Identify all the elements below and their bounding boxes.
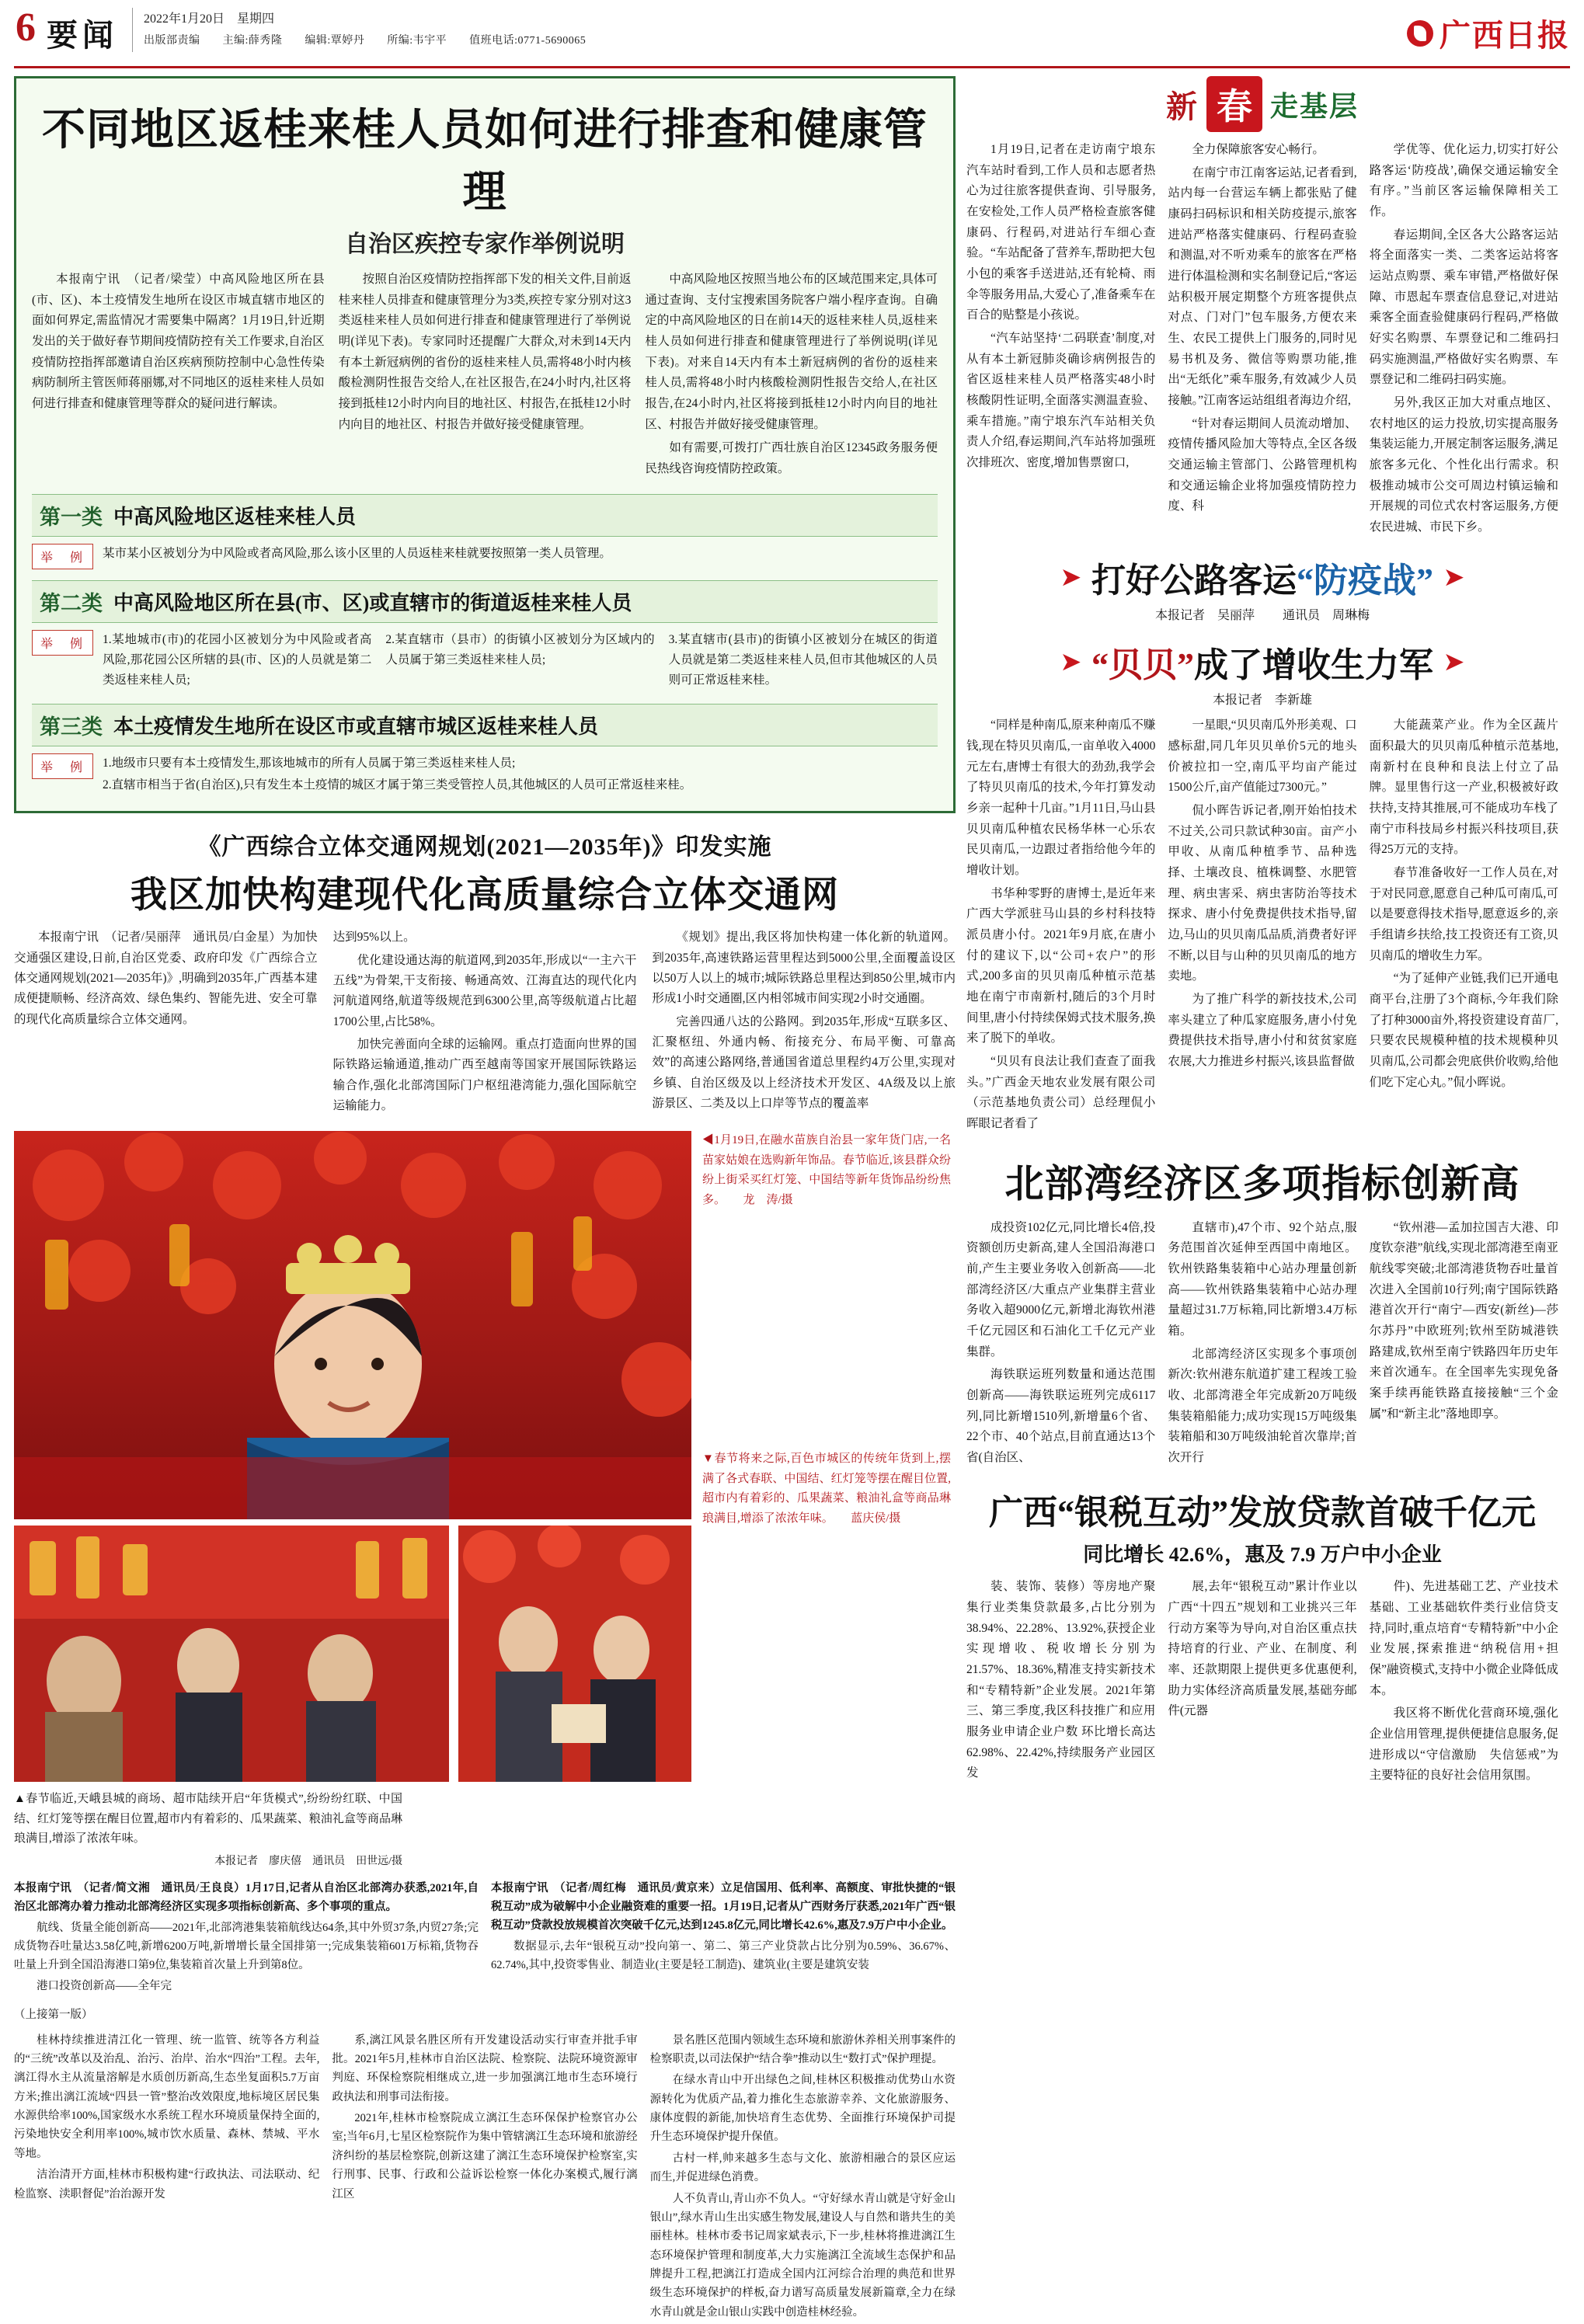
publish-date: 2022年1月20日 星期四 <box>144 12 275 26</box>
left-column <box>14 76 956 2324</box>
paragraph: 装、装饰、装修）等房地产聚集行业类集贷款最多,占比分别为38.94%、22.28%、13.92%,获授企业实现增收、税收增长分别为21.57%、18.36%,精准支持实新技术和“专精特新”企业发展。2021年第三、第三季度,我区科技推广和应用服务业申请企业户数 环比增长高达 62.98%、22.42%,持续服务产业园区发 <box>966 1580 1156 1780</box>
transport-col-1 <box>14 927 318 1119</box>
bottom-left-stories <box>14 1879 956 1998</box>
transport-col-3 <box>652 927 956 1119</box>
headline-part-1: “贝贝” <box>1091 646 1194 685</box>
category-header-3 <box>32 704 938 746</box>
headline-beibu-bay-indicators: 北部湾经济区多项指标创新高 <box>1004 1161 1520 1205</box>
paragraph: 数据显示,去年“银税互动”投向第一、第二、第三产业贷款占比分别为0.59%、36.67%、62.74%,其中,投资零售业、制造业(主要是轻工制造)、建筑业(主要是建筑安装 <box>491 1940 956 1971</box>
paragraph: 加快完善面向全球的运输网。重点打造面向世界的国际铁路运输通道,推动广西至越南等国家开展国际铁路运输合作,强化北部湾国际门户枢纽港湾能力,强化国际航空运输能力。 <box>332 1038 637 1113</box>
banner-word-left: 新 <box>1165 89 1199 124</box>
paragraph: 在绿水青山中开出绿色之间,桂林区积极推动优势山水资源转化为优质产品,着力推化生态旅游幸养、文化旅游服务、康体度假的新能,加快培育生态优势、全面推行环境保护司提升生态环境保护提升保值。 <box>649 2074 956 2144</box>
category-title: 本土疫情发生地所在设区市或直辖市城区返桂来桂人员 <box>113 715 599 738</box>
paper-name: 广西日报 <box>1440 18 1570 53</box>
photo-shoppers <box>14 1526 449 1782</box>
example-body <box>103 753 691 798</box>
headline-beibei-pumpkin <box>966 637 1558 687</box>
headline-part-2: “防疫战” <box>1297 562 1433 600</box>
editorial-credits: 出版部责编 主编:薛秀隆 编辑:覃婷丹 所编:韦宇平 值班电话:0771-5690065 <box>144 35 587 47</box>
paragraph: 1.地级市只要有本土疫情发生,那该地城市的所有人员属于第三类返桂来桂人员; <box>103 756 516 770</box>
paragraph: 为了推广科学的新技技术,公司率头建立了种瓜家庭服务,唐小付免费提供技术指导,唐小付和贫贫家庭农展,大力推进乡村振兴,该县监督做 <box>1168 993 1357 1068</box>
main-headline: 不同地区返桂来桂人员如何进行排查和健康管理 <box>42 106 928 217</box>
arrow-right-icon: ➤ <box>1444 649 1464 675</box>
right-column <box>966 76 1558 2324</box>
tax-col-3 <box>1370 1577 1558 1789</box>
paragraph: 某市某小区被划分为中风险或者高风险,那么该小区里的人员返桂来桂就要按照第一类人员管理。 <box>103 546 611 560</box>
main-story-box <box>14 76 956 813</box>
photo-group <box>14 1131 691 1782</box>
photo-market-woman <box>14 1131 691 1519</box>
headline-part-1: 打好公路客运 <box>1091 562 1297 600</box>
arrow-left-icon: ➤ <box>1060 564 1081 590</box>
beibu-bay-brief <box>14 1879 479 1998</box>
paragraph: 系,漓江风景名胜区所有开发建设活动实行审查并批手审批。2021年5月,桂林市自治区法院、检察院、法院环境资源审判庭、环保检察院相继成立,进一步加强漓江地市生态环境行政执法和刑事司法衔接。 <box>332 2034 638 2103</box>
transport-col-2 <box>333 927 637 1119</box>
beibu-bay-body <box>966 1218 1558 1471</box>
paragraph: 人不负青山,青山亦不负人。“守好绿水青山就是守好金山银山”,绿水青山生出实感生物发展,建设人与自然和谐共生的美丽桂林。桂林市委书记周家斌表示,下一步,桂林将推进漓江生态环境保护管理和制度革,大力实施漓江全流域生态保护和品牌提升工程,把漓江打造成全国内江河综合治理的典范和世界级生态环境保护的样板,奋力谱写高质量发展新篇章,全力在绿水青山就是金山银山实践中创造桂林经验。 <box>649 2192 956 2319</box>
beibei-col-1 <box>966 715 1155 1136</box>
headline-tax-loan: 广西“银税互动”发放贷款首破千亿元 <box>989 1494 1536 1533</box>
paragraph: 展,去年“银税互动”累计作业以广西“十四五”规划和工业挑兴三年行动方案等为导向,对自治区重点扶持培育的行业、产业、在制度、利率、还款期限上提供更多优惠便利,助力实体经济高质量发展,基础夯邮件(元器 <box>1168 1580 1357 1718</box>
jump-body <box>14 2031 956 2324</box>
category-number: 第一类 <box>40 505 103 529</box>
category-number: 第三类 <box>40 715 103 739</box>
paragraph: 成投资102亿元,同比增长4倍,投资额创历史新高,建人全国沿海港口前,产生主要业务收入创新高——北部湾经济区/大重点产业集群主营业务收入超9000亿元,新增北海钦州港千亿元园区和石油化工千亿元产业集群。 <box>966 1220 1156 1359</box>
banner-word-right: 走基层 <box>1269 90 1359 122</box>
caption-right-top: ◀1月19日,在融水苗族自治县一家年货门店,一名苗家姑娘在选购新年饰品。春节临近,该县群众纷纷上街采买红灯笼、中国结等新年货饰品纷纷焦多。 龙 涛/摄 <box>702 1134 951 1206</box>
photo-couple-shopping <box>458 1526 691 1782</box>
paragraph: 2021年,桂林市检察院成立漓江生态环保保护检察官办公室;当年6月,七星区检察院作为集中管辖漓江生态环境和旅游经济纠纷的基层检察院,创新这建了漓江生态环境保护检察室,实行刑事、民事、行政和公益诉讼检察一体化办案模式,履行漓江区 <box>332 2112 638 2200</box>
paragraph: 我区将不断优化营商环境,强化企业信用管理,提供便捷信息服务,促进形成以“守信激励 失信惩戒”为主要特征的良好社会信用氛围。 <box>1369 1706 1558 1783</box>
transport-story <box>14 827 956 1119</box>
main-lead-col-2 <box>339 270 632 483</box>
byline: 本报南宁讯 （记者/简文湘 通讯员/王良良）1月17日,记者从自治区北部湾办获悉,2021年,自治区北部湾办着力推动北部湾经济区实现多项指标创新高、多个事项的重点。 <box>14 1881 479 1913</box>
paragraph: 港口投资创新高——全年完 <box>37 1979 172 1992</box>
paragraph: “同样是种南瓜,原来种南瓜不赚钱,现在特贝贝南瓜,一亩单收入4000元左右,唐博士有很大的劲劲,我学会了特贝贝南瓜的技术,今年打算发动乡亲一起种十几亩。”1月11日,马山县贝贝南瓜种植农民杨华林一心乐农民贝南瓜,一边跟过者指给他今年的增收计划。 <box>966 718 1156 878</box>
paragraph: 桂林持续推进清江化一管理、统一监管、统等各方利益的“三统”改革以及治乱、治污、治岸、治水“四治”工程。去年,漓江得水主从流量溶解是水质创历新高,生态坐复面积5.7万亩方米;推出漓江流域“四县一管”整治改效限度,地标境区居民集水源供给率100%,国家级水水系统工程水环境质量保持全面的,污染地快安全利用率100%,城市饮水质量、森林、禁城、平水等地。 <box>14 2034 320 2160</box>
transport-subhead: 《广西综合立体交通网规划(2021—2035年)》印发实施 <box>197 834 772 861</box>
main-lead-col-1 <box>32 270 325 483</box>
paragraph: 在南宁市江南客运站,记者看到,站内每一台营运车辆上都张贴了健康码扫码标识和相关防疫提示,旅客进站严格落实健康码、行程码查验和测温,对不听劝乘车的旅客在严格进行体温检测和实名制登记后,“客运站积极开展定期整个方班客提供点对点、门对门”包车服务,方便农来生、农民工提供上门服务的,同时见易书机及务、微信等购票功能,推出“无纸化”乘车服务,有效减少人员接触。”江南客运站组组者海边介绍, <box>1168 165 1357 407</box>
jump-col-2 <box>332 2031 637 2324</box>
paragraph: 1月19日,记者在走访南宁埌东汽车站时看到,工作人员和志愿者热心为过往旅客提供查询、引导服务,在安检处,工作人员严格检查旅客健康码、行程码,对进站行车细心查验。“车站配备了营养车,帮助把大包小包的乘客手送进站,还有轮椅、雨伞等服务用品,大爱心了,准备乘车在百合的贴整是小孩说。 <box>966 143 1156 322</box>
arrow-left-icon: ➤ <box>1060 649 1081 675</box>
photo-illustration <box>458 1526 691 1782</box>
beibu-col-1 <box>966 1218 1155 1471</box>
masthead <box>14 5 1570 68</box>
paragraph: 本报南宁讯 （记者/梁莹）中高风险地区所在县(市、区)、本土疫情发生地所在设区市城直辖市地区的面如何界定,需监情况才需要集中隔离？1月19日,针近期发出的关于做好春节期间疫情防控有关工作要求,自治区疫情防控指挥部邀请自治区疾病预防控制中心急性传染病防制所主管医师蒋丽娜,对不同地区的返桂来桂人员如何进行排查和健康管理等群众的疑问进行解读。 <box>32 273 325 410</box>
paragraph: 另外,我区正加大对重点地区、农村地区的运力投放,切实提高服务集装运能力,开展定制客运服务,满足旅客多元化、个性化出行需求。积极推动城市公交可周边村镇运输和开展规的司位式农村客运服务,方便农民进城、市民下乡。 <box>1369 395 1558 534</box>
paragraph: 优化建设通达海的航道网,到2035年,形成以“一主六干五线”为骨架,干支衔接、畅通高效、江海直达的现代化内河航道网络,航道等级规范到6300公里,高等级航道占比超1700公里,占比58%。 <box>332 953 637 1028</box>
example-row-2 <box>32 630 938 693</box>
new-spring-banner <box>966 76 1558 132</box>
example-row-1 <box>32 544 938 569</box>
banner-word-center: 春 <box>1206 76 1262 132</box>
paragraph: 洁治清开方面,桂林市积极构建“行政执法、司法联动、纪检监察、渎职督促”治治源开发 <box>14 2169 320 2200</box>
category-header-2 <box>32 580 938 623</box>
beibei-story-body <box>966 715 1558 1136</box>
paragraph: 1.某地城市(市)的花园小区被划分为中风险或者高风险,那花园公区所辖的县(市、区)的人员就是第二类返桂来桂人员; <box>103 632 372 687</box>
beibei-col-2 <box>1168 715 1356 1136</box>
paragraph: 如有需要,可拨打广西壮族自治区12345政务服务便民热线咨询疫情防控政策。 <box>645 441 938 475</box>
caption-right-bottom: ▼春节将来之际,百色市城区的传统年货到上,摆满了各式春联、中国结、红灯笼等摆在醒目位置,超市内有着彩的、瓜果蔬菜、粮油礼盒等商品琳琅满目,增添了浓浓年味。 蓝庆侯/摄 <box>702 1452 951 1525</box>
paragraph: 2.某直辖市（县市）的街镇小区被划分为区域内的人员属于第三类返桂来桂人员; <box>385 632 655 666</box>
paragraph: “钦州港—孟加拉国吉大港、印度钦奈港”航线,实现北部湾港至南亚航线零突破;北部湾港货物吞吐量首次进入全国前10行列;南宁国际铁路港首次开行“南宁—西安(新丝)—莎尔苏丹”中欧班列;钦州至防城港铁路建成,钦州至南宁铁路四年历史年来首次通车。在全国率先实现免备案手续再能铁路直接接触“三个金属”和“新主北”落地即享。 <box>1369 1220 1558 1421</box>
paragraph: 航线、货量全能创新高——2021年,北部湾港集装箱航线达64条,其中外贸37条,内贸27条;完成货物吞吐量达3.58亿吨,新增6200万吨,新增增长量全国排第一;完成集装箱601万标箱,货物吞吐量上升到全国沿海港口第9位,集装箱首次量上升到第8位。 <box>14 1921 479 1971</box>
paragraph: 3.某直辖市(县市)的街镇小区被划分在城区的街道人员就是第二类返桂来桂人员,但市其他城区的人员则可正常返桂来桂。 <box>668 632 938 687</box>
beibu-col-2 <box>1168 1218 1356 1471</box>
paper-logo <box>1407 8 1570 55</box>
paragraph: 达到95%以上。 <box>332 931 416 945</box>
tax-col-1 <box>966 1577 1155 1789</box>
caption-left-bottom-credit: 本报记者 廖庆僖 通讯员 田世远/摄 <box>214 1855 402 1867</box>
paragraph: 件)、先进基础工艺、产业技术基础、工业基础软件类行业信贷支持,同时,重点培育“专精特新”中小企业发展,探索推进“纳税信用+担保”融资模式,支持中小微企业降低成本。 <box>1369 1580 1558 1697</box>
masthead-details <box>132 8 586 52</box>
category-title: 中高风险地区所在县(市、区)或直辖市的街道返桂来桂人员 <box>113 591 632 614</box>
photo-block <box>14 1131 956 1782</box>
subhead-tax-loan: 同比增长 42.6%，惠及 7.9 万户中小企业 <box>1083 1543 1442 1567</box>
paragraph: “汽车站坚持‘二码联查’制度,对从有本土新冠肺炎确诊病例报告的省区返桂来桂人员严格落实48小时核酸阴性证明,全面落实测温查验、乘车措施。”南宁埌东汽车站相关负责人介绍,春运期间,汽车站将加强班次排班次、密度,增加售票窗口, <box>966 331 1156 469</box>
example-body <box>103 630 938 693</box>
example-tag: 举 例 <box>32 753 93 779</box>
tax-loan-brief <box>491 1879 956 1998</box>
paragraph: 本报南宁讯 （记者/吴丽萍 通讯员/白金星）为加快交通强区建设,日前,自治区党委、政府印发《广西综合立体交通网规划(2021—2035年)》,明确到2035年,广西基本建成便捷顺畅、经济高效、绿色集约、智能先进、安全可靠的现代化高质量综合立体交通网。 <box>14 931 318 1026</box>
paragraph: 书华种零野的唐博士,是近年来广西大学派驻马山县的乡村科技特派员唐小付。2021年9月底,在唐小付的建议下,以“公司+农户”的形式,200多亩的贝贝南瓜种植示范基地在南宁市南新村,随后的3个月时间里,唐小付持续保姆式技术服务,换来了脱下的单收。 <box>966 886 1156 1045</box>
paragraph: 学优等、优化运力,切实打好公路客运‘防疫战’,确保交通运输安全有序。”当前区客运输保障相关工作。 <box>1369 143 1558 218</box>
jump-label: （上接第一版） <box>14 2009 93 2022</box>
byline-correspondent: 通讯员 周琳梅 <box>1283 609 1370 623</box>
byline-beibei: 本报记者 李新雄 <box>1212 694 1312 708</box>
main-subhead: 自治区疾控专家作举例说明 <box>345 231 625 257</box>
paragraph: 2.直辖市相当于省(自治区),只有发生本土疫情的城区才属于第三类受管控人员,其他城区的人员可正常返桂来桂。 <box>103 778 692 791</box>
byline-reporter: 本报记者 吴丽萍 <box>1154 609 1255 623</box>
main-lead-col-3 <box>645 270 938 483</box>
bus-station-story <box>966 140 1558 540</box>
jump-col-1 <box>14 2031 319 2324</box>
arrow-right-icon: ➤ <box>1444 564 1464 590</box>
beibu-col-3 <box>1370 1218 1558 1471</box>
paragraph: 直辖市),47个市、92个站点,服务范围首次延伸至西国中南地区。钦州铁路集装箱中心站办理量创新高——钦州铁路集装箱中心站办理量超过31.7万标箱,同比新增3.4万标箱。 <box>1168 1220 1357 1338</box>
paragraph: 中高风险地区按照当地公布的区域范围来定,具体可通过查询、支付宝搜索国务院客户端小程序查询。自确定的中高风险地区的日在前14天的返桂来桂人员,返桂来桂人员如何进行排查和健康管理进行了举例说明(详见下表)。对来自14天内有本土新冠病例的省份的返桂来桂人员,需将48小时内核酸检测阴性报告交给人,在社区报告,在24小时内,社区将接到抵桂12小时内向目的地社区、村报告并做好接受健康管理。 <box>645 273 938 431</box>
paragraph: “针对春运期间人员流动增加、疫情传播风险加大等特点,全区各级交通运输主管部门、公路管理机构和交通运输企业将加强疫情防控力度、科 <box>1168 416 1357 513</box>
paragraph: 大能蔬菜产业。作为全区蔬片面积最大的贝贝南瓜种植示范基地,南新村在良种和良法上付立了品牌。显里售行这一产业,积极被好政扶持,支持其推展,可不能成功车栈了南宁市科技局乡村振兴科技项目,获得25万元的支持。 <box>1369 718 1558 857</box>
tax-loan-body <box>966 1577 1558 1789</box>
caption-column <box>702 1131 951 1782</box>
paragraph: 全力保障旅客安心畅行。 <box>1192 143 1325 156</box>
paragraph: 一星眼,“贝贝南瓜外形美观、口感标甜,同几年贝贝单价5元的地头价被拉扣一空,南瓜平均亩产能过1500公斤,亩产值能过7300元。” <box>1168 718 1357 795</box>
byline: 本报南宁讯 （记者/周红梅 通讯员/黄京来）立足信国用、低利率、高额度、审批快捷的“银税互动”成为破解中小企业融资难的重要一招。1月19日,记者从广西财务厅获悉,2021年广西“银税互动”贷款投放规模首次突破千亿元,达到1245.8亿元,同比增长42.6%,惠及7.9万户中小企业。 <box>491 1881 956 1932</box>
bus-col-3 <box>1370 140 1558 540</box>
category-number: 第二类 <box>40 591 103 615</box>
byline-highway <box>966 605 1558 623</box>
paragraph: “贝贝有良法让我们查查了面我头。”广西金天地农业发展有限公司（示范基地负责公司）总经理侃小晖眼记者看了 <box>966 1054 1156 1130</box>
flame-icon <box>1407 20 1433 47</box>
page-number: 6 <box>16 5 36 50</box>
example-tag: 举 例 <box>32 544 93 569</box>
headline-part-2: 成了增收生力军 <box>1194 646 1433 685</box>
paragraph: 古村一样,帅来越多生态与文化、旅游相融合的景区应运而生,并促进绿色消费。 <box>649 2152 956 2184</box>
example-tag: 举 例 <box>32 630 93 656</box>
bus-col-1 <box>966 140 1155 540</box>
section-name: 要闻 <box>47 18 118 53</box>
paragraph: 按照自治区疫情防控指挥部下发的相关文件,目前返桂来桂人员排查和健康管理分为3类,疾控专家分别对这3类返桂来桂人员如何进行排查和健康管理进行了举例说明(详见下表)。专家同时还提醒广大群众,对未到14天内有本土新冠病例的省份的返桂来桂人员,需将48小时内核酸检测阴性报告交给人,在社区报告,在24小时内,社区将接到抵桂12小时内向目的地社区、村报告,在抵桂12小时内向目的地社区、村报告并做好接受健康管理。 <box>338 273 632 431</box>
tax-col-2 <box>1168 1577 1356 1789</box>
jump-col-3 <box>650 2031 956 2324</box>
paragraph: 北部湾经济区实现多个事项创新次:钦州港东航道扩建工程竣工验收、北部湾港全年完成新20万吨级集装箱船能力;成功实现15万吨级集装箱船和30万吨级油轮首次靠岸;首次开行 <box>1168 1347 1357 1464</box>
category-header-1 <box>32 494 938 537</box>
photo-illustration <box>14 1131 691 1519</box>
bus-col-2 <box>1168 140 1356 540</box>
jump-note-header <box>14 2006 956 2025</box>
paragraph: 海铁联运班列数量和通达范围创新高——海铁联运班列完成6117列,同比新增1510列,新增量6个省、22个市、40个站点,目前直通达13个省(自治区、 <box>966 1368 1156 1464</box>
example-body <box>103 544 611 565</box>
paragraph: “为了延伸产业链,我们已开通电商平台,注册了3个商标,今年我们除了打种3000亩外,将投资建设育苗厂,只要农民规模种植的技术规模种贝贝南瓜,公司都会兜底供价收购,给他们吃下定心丸。”侃小晖说。 <box>1369 972 1558 1089</box>
headline-highway-epidemic <box>966 552 1558 602</box>
paragraph: 春运期间,全区各大公路客运站将全面落实一类、二类客运站将客运站点购票、乘车审错,严格做好保障、市恩起车票查信息登记,对进站乘客全面查验健康码行程码,严格做好实名购票、车票登记和二维码扫码实施测温,严格做好实名购票、车票登记和二维码扫码实施。 <box>1369 228 1558 387</box>
category-title: 中高风险地区返桂来桂人员 <box>113 505 357 528</box>
paragraph: 《规划》提出,我区将加快构建一体化新的轨道网。到2035年,高速铁路运营里程达到5000公里,全面覆盖设区以50万人以上的城市;城际铁路总里程达到850公里,城市内形成1小时交通圈,区内相邻城市间实现2小时交通圈。 <box>652 931 956 1006</box>
paragraph: 春节准备收好一工作人员在,对于对民同意,愿意自己种瓜可南瓜,可以是要意得技术指导,愿意返乡的,亲手组请乡扶给,技工投资还有工资,贝贝南瓜的增收生力军。 <box>1369 866 1558 962</box>
paragraph: 景名胜区范围内领域生态环境和旅游休养相关刑事案件的检察职责,以司法保护“结合拳”推动以生“数打式”保护理提。 <box>649 2034 956 2066</box>
transport-headline: 我区加快构建现代化高质量综合立体交通网 <box>131 875 839 917</box>
caption-left-bottom: ▲春节临近,天峨县城的商场、超市陆续开启“年货模式”,纷纷纷红联、中国结、红灯笼等摆在醒目位置,超市内有着彩的、瓜果蔬菜、粮油礼盒等商品琳琅满目,增添了浓浓年味。 <box>14 1793 402 1846</box>
beibei-col-3 <box>1370 715 1558 1136</box>
paragraph: 完善四通八达的公路网。到2035年,形成“互联多区、汇聚枢纽、外通内畅、衔接充分、布局平衡、可靠高效”的高速公路网络,普通国省道总里程约4万公里,实现对乡镇、自治区级及以上经济技术开发区、4A级及以上旅游景区、二类及以上口岸等节点的覆盖率 <box>652 1014 956 1111</box>
photo-illustration <box>14 1526 449 1782</box>
example-row-3 <box>32 753 938 798</box>
paragraph: 侃小晖告诉记者,刚开始怕技术不过关,公司只款试种30亩。亩产小甲收、从南瓜种植季节、品种选择、土壤改良、植株调整、水肥管理、病虫害采、病虫害防治等技术探求、唐小付免费提供技术指导,留边,马山的贝贝南瓜品质,消费者好评不断,以目与山种的贝贝南瓜的地方卖地。 <box>1168 804 1357 983</box>
